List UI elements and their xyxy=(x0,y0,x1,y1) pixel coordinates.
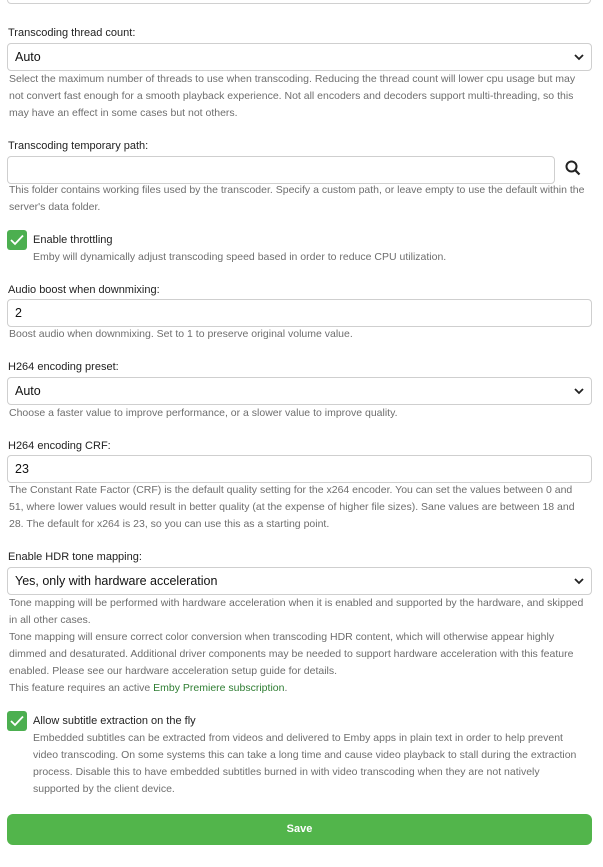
hdr-description-2: Tone mapping will ensure correct color conversion when transcoding HDR content, which will otherwise appear highly dimmed and desaturated. Additional driver components may be needed to support hardware acceleration with this feature enabled. Please see our hardware acceleration setup guide for details. xyxy=(9,631,574,677)
hdr-value: Yes, only with hardware acceleration xyxy=(15,574,218,588)
hdr-description xyxy=(9,595,589,697)
search-icon[interactable] xyxy=(564,159,582,177)
audio-boost-description: Boost audio when downmixing. Set to 1 to preserve original volume value. xyxy=(9,328,353,340)
premiere-link[interactable]: Emby Premiere subscription xyxy=(153,682,285,694)
throttling-description: Emby will dynamically adjust transcoding speed based in order to reduce CPU utilization. xyxy=(33,251,447,263)
h264-preset-description: Choose a faster value to improve performance, or a slower value to improve quality. xyxy=(9,407,398,419)
h264-crf-label: H264 encoding CRF: xyxy=(8,440,111,452)
hdr-label: Enable HDR tone mapping: xyxy=(8,551,142,563)
hdr-description-1: Tone mapping will be performed with hardware acceleration when it is enabled and supported by the hardware, and skipped in all other cases. xyxy=(9,597,584,626)
chevron-down-icon xyxy=(573,52,585,62)
thread-count-select[interactable] xyxy=(7,43,592,71)
thread-count-value: Auto xyxy=(15,50,41,64)
temp-path-description: This folder contains working files used by the transcoder. Specify a custom path, or leave empty to use the default within the server's data folder. xyxy=(9,184,585,213)
throttling-checkbox[interactable] xyxy=(7,230,27,250)
thread-count-description: Select the maximum number of threads to use when transcoding. Reducing the thread count will lower cpu usage but may not convert fast enough for a smooth playback experience. Not all encoders and decoders support multi-threading, so this may have an effect in some cases but not others. xyxy=(9,73,576,119)
throttling-label: Enable throttling xyxy=(33,234,113,246)
subtitle-extraction-checkbox[interactable] xyxy=(7,711,27,731)
subtitle-extraction-label: Allow subtitle extraction on the fly xyxy=(33,715,196,727)
audio-boost-input[interactable] xyxy=(7,299,592,327)
h264-crf-description: The Constant Rate Factor (CRF) is the default quality setting for the x264 encoder. You can set the values between 0 and 51, where lower values would result in better quality (at the expense of higher file sizes). Sane values are between 18 and 28. The default for x264 is 23, so you can use this as a starting point. xyxy=(9,484,575,530)
hdr-premiere-prefix: This feature requires an active xyxy=(9,682,154,694)
h264-preset-select[interactable] xyxy=(7,377,592,405)
hdr-description-3 xyxy=(9,680,589,697)
subtitle-extraction-description: Embedded subtitles can be extracted from videos and delivered to Emby apps in plain text in order to help prevent video transcoding. On some systems this can take a long time and cause video playback to stall during the extraction process. Disable this to have embedded subtitles burned in with video transcoding when they are not natively supported by the client device. xyxy=(33,732,577,795)
save-button[interactable]: Save xyxy=(7,814,592,845)
h264-preset-value: Auto xyxy=(15,384,41,398)
h264-preset-label: H264 encoding preset: xyxy=(8,361,119,373)
chevron-down-icon xyxy=(573,386,585,396)
thread-count-label: Transcoding thread count: xyxy=(8,27,136,39)
previous-field-fragment xyxy=(7,0,591,4)
checkmark-icon xyxy=(10,715,24,727)
hdr-select[interactable] xyxy=(7,567,592,595)
temp-path-label: Transcoding temporary path: xyxy=(8,140,149,152)
audio-boost-label: Audio boost when downmixing: xyxy=(8,284,160,296)
temp-path-input[interactable] xyxy=(7,156,555,184)
checkmark-icon xyxy=(10,234,24,246)
chevron-down-icon xyxy=(573,576,585,586)
hdr-premiere-suffix: . xyxy=(284,682,288,694)
h264-crf-input[interactable] xyxy=(7,455,592,483)
